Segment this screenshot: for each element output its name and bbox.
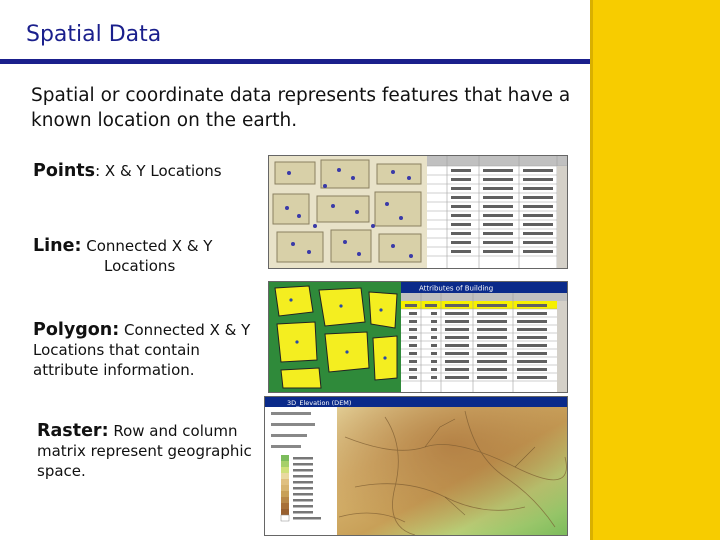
polygon-text: Connected X & Y Locations that contain attribute information. bbox=[33, 321, 251, 379]
points-definition bbox=[33, 161, 222, 181]
raster-label: Raster: bbox=[37, 421, 109, 441]
gold-sidebar bbox=[590, 0, 720, 540]
points-label: Points bbox=[33, 161, 96, 181]
raster-map-image bbox=[264, 396, 568, 536]
polygon-label: Polygon: bbox=[33, 320, 120, 340]
line-text: Connected X & Y bbox=[81, 237, 213, 255]
intro-text: Spatial or coordinate data represents features that have a known location on the earth. bbox=[31, 85, 571, 131]
line-definition bbox=[33, 236, 253, 276]
points-text: : X & Y Locations bbox=[95, 162, 222, 180]
raster-window-title: 3D_Elevation (DEM) bbox=[287, 399, 352, 407]
points-map-image bbox=[268, 155, 568, 269]
slide-title: Spatial Data bbox=[26, 22, 162, 47]
line-text-continuation: Locations bbox=[104, 257, 176, 275]
title-underline bbox=[0, 59, 590, 64]
polygon-map-image bbox=[268, 281, 568, 393]
polygon-definition bbox=[33, 320, 253, 380]
raster-text: Row and column matrix represent geographic space. bbox=[37, 422, 252, 480]
line-label: Line: bbox=[33, 236, 82, 256]
polygon-window-title: Attributes of Building bbox=[419, 284, 494, 293]
raster-definition bbox=[37, 421, 252, 481]
